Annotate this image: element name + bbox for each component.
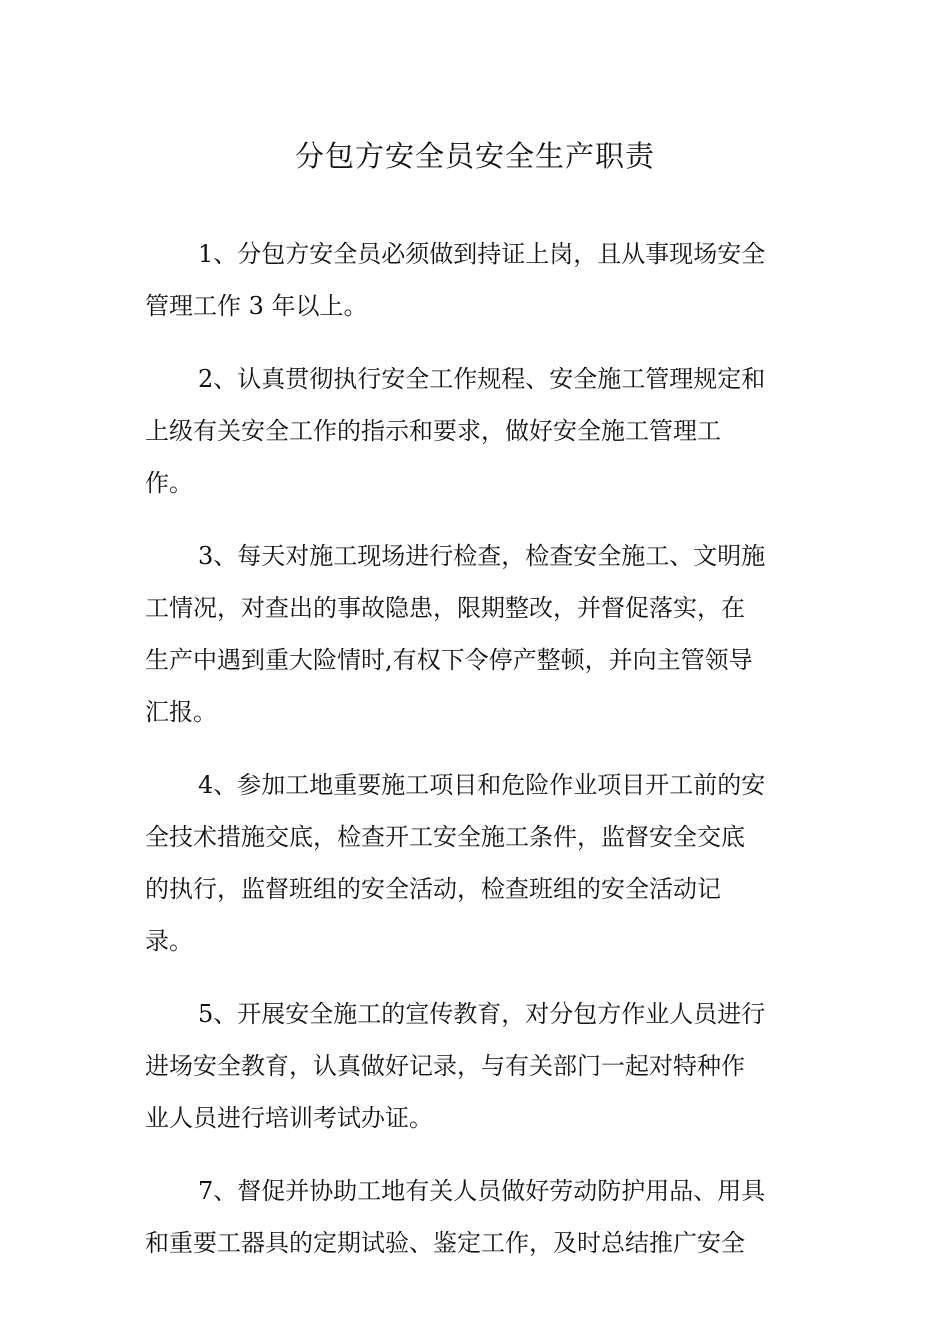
- paragraph-line: 工情况，对查出的事故隐患，限期整改，并督促落实，在: [145, 594, 745, 622]
- paragraph-line: 的执行，监督班组的安全活动，检查班组的安全活动记: [145, 875, 721, 903]
- paragraph-line: 2、认真贯彻执行安全工作规程、安全施工管理规定和: [198, 365, 766, 393]
- paragraph-line: 和重要工器具的定期试验、鉴定工作，及时总结推广安全: [145, 1229, 745, 1257]
- paragraph-line: 业人员进行培训考试办证。: [145, 1104, 433, 1132]
- paragraph-line: 全技术措施交底，检查开工安全施工条件，监督安全交底: [145, 823, 745, 851]
- paragraph-line: 汇报。: [145, 698, 217, 726]
- document-body: [145, 228, 805, 1290]
- paragraph-line: 作。: [145, 469, 193, 497]
- paragraph-line: 录。: [145, 927, 193, 955]
- paragraph-line: 1、分包方安全员必须做到持证上岗，且从事现场安全: [198, 240, 766, 268]
- paragraph-line: 管理工作 3 年以上。: [145, 292, 368, 320]
- paragraph-1: [145, 228, 805, 332]
- paragraph-line: 上级有关安全工作的指示和要求，做好安全施工管理工: [145, 417, 721, 445]
- paragraph-4: [145, 759, 805, 967]
- paragraph-line: 进场安全教育，认真做好记录，与有关部门一起对特种作: [145, 1052, 745, 1080]
- paragraph-2: [145, 353, 805, 509]
- paragraph-5: [145, 988, 805, 1144]
- document-title: 分包方安全员安全生产职责: [294, 139, 655, 173]
- paragraph-line: 5、开展安全施工的宣传教育，对分包方作业人员进行: [198, 1000, 766, 1028]
- paragraph-line: 生产中遇到重大险情时,有权下令停产整顿，并向主管领导: [145, 646, 753, 674]
- paragraph-7: [145, 1165, 805, 1269]
- paragraph-3: [145, 530, 805, 738]
- paragraph-line: 4、参加工地重要施工项目和危险作业项目开工前的安: [198, 771, 766, 799]
- paragraph-line: 7、督促并协助工地有关人员做好劳动防护用品、用具: [198, 1177, 766, 1205]
- paragraph-line: 3、每天对施工现场进行检查，检查安全施工、文明施: [198, 542, 766, 570]
